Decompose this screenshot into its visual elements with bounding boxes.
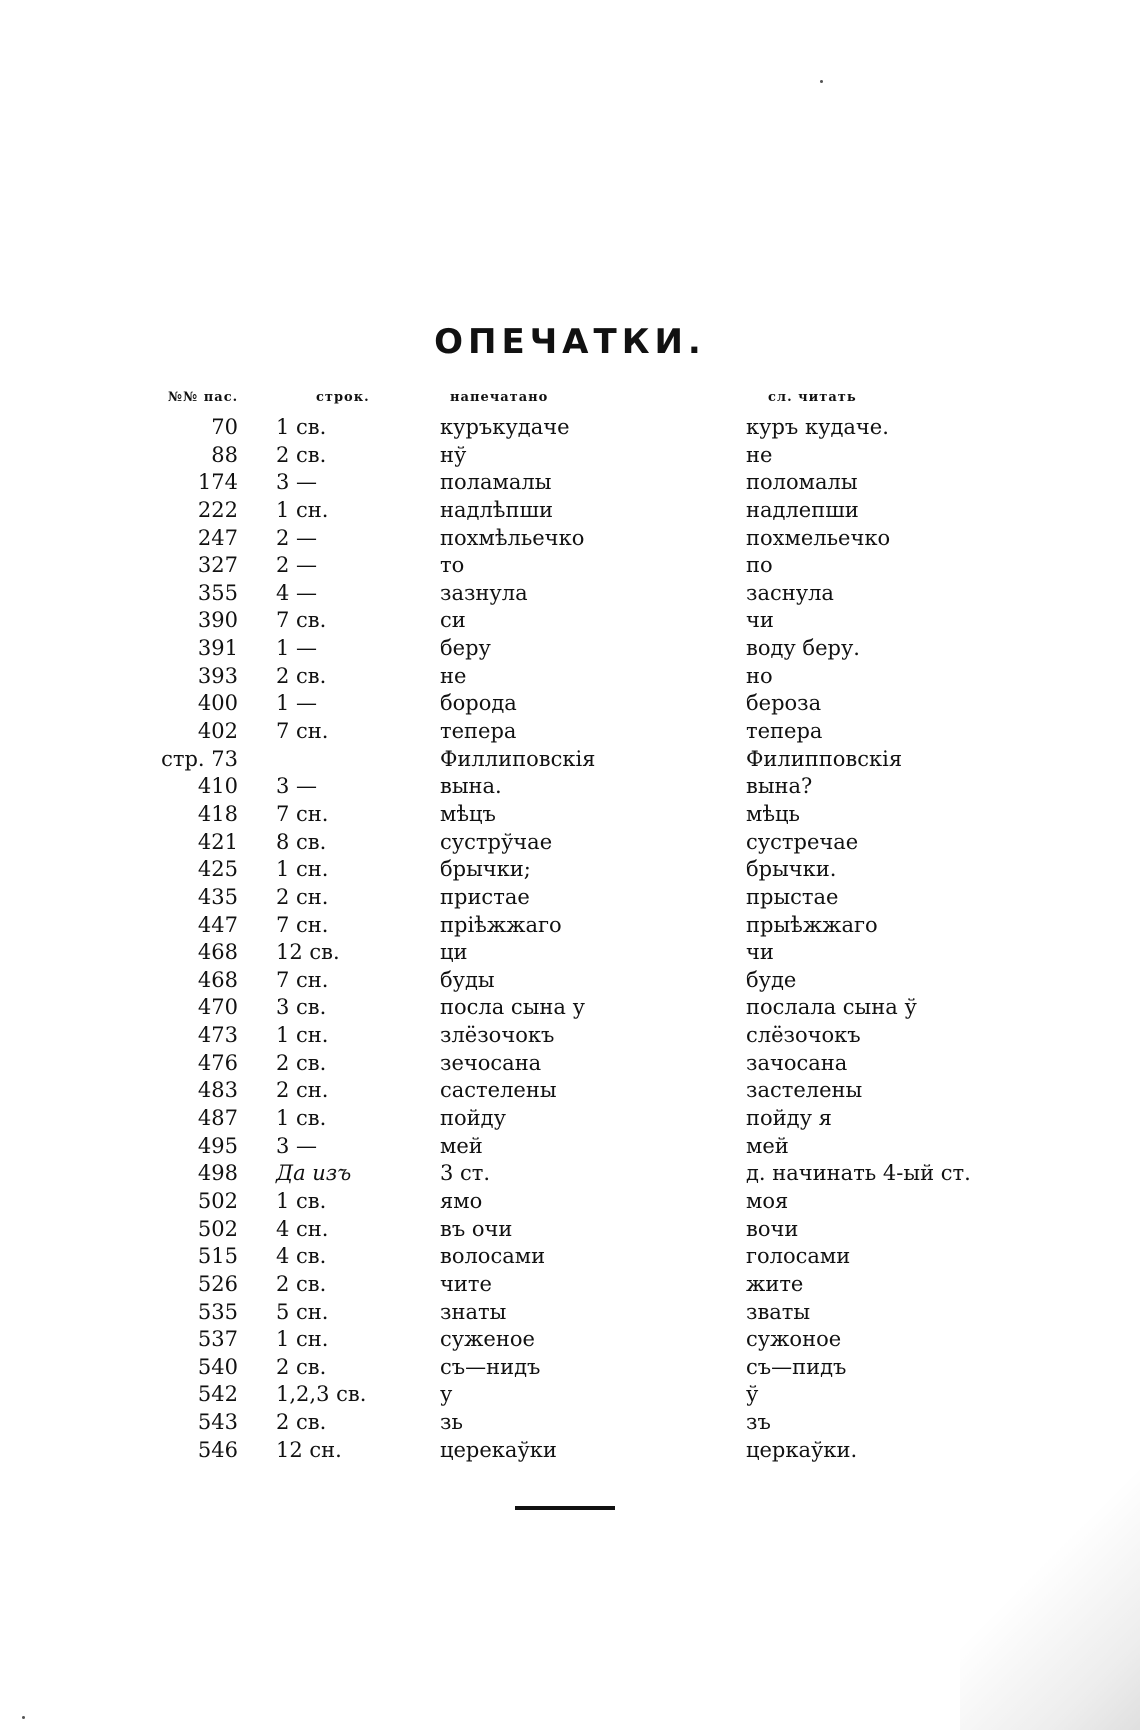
- read-as-cell: поломалы: [746, 470, 858, 495]
- page-number-cell: 476: [197, 1050, 238, 1075]
- printed-cell: борода: [440, 691, 517, 716]
- page-number-cell: 402: [197, 719, 238, 744]
- page-title: ОПЕЧАТКИ.: [434, 322, 706, 362]
- errata-row: [0, 994, 1140, 1022]
- errata-row: [0, 525, 1140, 553]
- page-number-cell: 425: [197, 857, 238, 882]
- errata-row: [0, 1133, 1140, 1161]
- page-number-cell: 327: [197, 553, 238, 578]
- read-as-cell: прыстае: [746, 884, 839, 909]
- printed-cell: мѣцъ: [440, 801, 496, 826]
- printed-cell: зь: [440, 1410, 463, 1435]
- read-as-cell: надлепши: [746, 497, 859, 522]
- errata-row: [0, 1105, 1140, 1133]
- printed-cell: буды: [440, 967, 495, 992]
- line-cell: 4 св.: [276, 1244, 327, 1269]
- printed-cell: пріѣжжаго: [440, 912, 562, 937]
- read-as-cell: мей: [746, 1133, 789, 1158]
- line-cell: 2 —: [276, 553, 318, 578]
- read-as-cell: съ—пидъ: [746, 1354, 847, 1379]
- read-as-cell: по: [746, 553, 773, 578]
- line-cell: 2 сн.: [276, 884, 329, 909]
- read-as-cell: куръ кудаче.: [746, 415, 889, 439]
- printed-cell: зазнула: [440, 580, 528, 605]
- page-number-cell: 515: [197, 1244, 238, 1269]
- page-number-cell: 247: [197, 525, 238, 550]
- printed-cell: съ—нидъ: [440, 1354, 541, 1379]
- printed-cell: тепера: [440, 719, 517, 744]
- printed-cell: поламалы: [440, 470, 552, 495]
- line-cell: 1,2,3 св.: [276, 1382, 367, 1407]
- line-cell: 4 сн.: [276, 1216, 329, 1241]
- page-number-cell: 540: [197, 1354, 238, 1379]
- read-as-cell: бероза: [746, 691, 822, 716]
- errata-row: [0, 414, 1140, 442]
- read-as-cell: прыѣжжаго: [746, 912, 878, 937]
- errata-row: [0, 497, 1140, 525]
- line-cell: 1 сн.: [276, 1023, 329, 1048]
- speck: [22, 1716, 25, 1719]
- read-as-cell: Филипповскія: [746, 746, 903, 771]
- page-number-cell: 537: [197, 1327, 238, 1352]
- printed-cell: церекаўки: [440, 1437, 557, 1462]
- line-cell: 3 —: [276, 774, 318, 799]
- printed-cell: волосами: [440, 1244, 546, 1269]
- errata-row: [0, 1160, 1140, 1188]
- page-number-cell: 355: [197, 580, 238, 605]
- printed-cell: вына.: [440, 774, 502, 799]
- errata-row: [0, 829, 1140, 857]
- read-as-cell: брычки.: [746, 857, 837, 882]
- line-cell: 8 св.: [276, 829, 327, 854]
- page-number-cell: 535: [197, 1299, 238, 1324]
- page-number-cell: 483: [197, 1078, 238, 1103]
- line-cell: 2 —: [276, 525, 318, 550]
- printed-cell: мей: [440, 1133, 483, 1158]
- read-as-cell: вына?: [746, 774, 813, 799]
- printed-cell: куръкудаче: [440, 415, 570, 439]
- page-number-cell: 543: [197, 1410, 238, 1435]
- read-as-cell: вочи: [746, 1216, 799, 1241]
- header-line: строк.: [316, 390, 370, 405]
- page-number-cell: 473: [197, 1023, 238, 1048]
- errata-row: [0, 1437, 1140, 1465]
- printed-cell: посла сына у: [440, 995, 585, 1020]
- errata-row: [0, 663, 1140, 691]
- errata-row: [0, 801, 1140, 829]
- read-as-cell: воду беру.: [746, 636, 860, 661]
- errata-row: [0, 580, 1140, 608]
- speck: [820, 80, 823, 83]
- printed-cell: брычки;: [440, 857, 531, 882]
- line-cell: 1 —: [276, 636, 318, 661]
- line-cell: 2 св.: [276, 442, 327, 467]
- errata-row: [0, 746, 1140, 774]
- read-as-cell: тепера: [746, 719, 823, 744]
- line-cell: 7 сн.: [276, 801, 329, 826]
- page-number-cell: 502: [197, 1188, 238, 1213]
- printed-cell: ци: [440, 940, 468, 965]
- errata-row: [0, 1243, 1140, 1271]
- line-cell: 12 сн.: [276, 1437, 342, 1462]
- printed-cell: нў: [440, 442, 467, 467]
- errata-row: [0, 773, 1140, 801]
- printed-cell: то: [440, 553, 465, 578]
- read-as-cell: ў: [746, 1382, 759, 1407]
- page-number-cell: 400: [197, 691, 238, 716]
- errata-row: [0, 607, 1140, 635]
- read-as-cell: не: [746, 442, 773, 467]
- errata-row: [0, 1216, 1140, 1244]
- line-cell: 2 св.: [276, 1050, 327, 1075]
- page-number-cell: стр. 73: [161, 746, 238, 771]
- line-cell: 3 св.: [276, 995, 327, 1020]
- errata-row: [0, 1409, 1140, 1437]
- page-number-cell: 468: [197, 940, 238, 965]
- page-number-cell: 393: [197, 663, 238, 688]
- printed-cell: надлѣпши: [440, 497, 553, 522]
- errata-row: [0, 1077, 1140, 1105]
- printed-cell: у: [440, 1382, 453, 1407]
- line-cell: 2 св.: [276, 1410, 327, 1435]
- line-cell: 2 св.: [276, 1354, 327, 1379]
- printed-cell: састелены: [440, 1078, 557, 1103]
- read-as-cell: мѣць: [746, 801, 800, 826]
- line-cell: 2 св.: [276, 663, 327, 688]
- printed-cell: суженое: [440, 1327, 535, 1352]
- errata-row: [0, 1050, 1140, 1078]
- line-cell: 1 сн.: [276, 1327, 329, 1352]
- read-as-cell: буде: [746, 967, 797, 992]
- page-number-cell: 435: [197, 884, 238, 909]
- header-printed: напечатано: [450, 390, 549, 405]
- read-as-cell: церкаўки.: [746, 1437, 858, 1462]
- read-as-cell: похмельечко: [746, 525, 891, 550]
- page-number-cell: 418: [197, 801, 238, 826]
- read-as-cell: заснула: [746, 580, 834, 605]
- page-number-cell: 421: [197, 829, 238, 854]
- read-as-cell: застелены: [746, 1078, 863, 1103]
- errata-row: [0, 939, 1140, 967]
- printed-cell: си: [440, 608, 466, 633]
- page-number-cell: 391: [197, 636, 238, 661]
- printed-cell: Филлиповскія: [440, 746, 596, 771]
- page-number-cell: 502: [197, 1216, 238, 1241]
- line-cell: 1 св.: [276, 1188, 327, 1213]
- page-number-cell: 526: [197, 1271, 238, 1296]
- printed-cell: злёзочокъ: [440, 1023, 555, 1048]
- read-as-cell: зъ: [746, 1410, 771, 1435]
- page-number-cell: 222: [197, 497, 238, 522]
- page-number-cell: 447: [197, 912, 238, 937]
- printed-cell: чите: [440, 1271, 492, 1296]
- read-as-cell: чи: [746, 608, 774, 633]
- printed-cell: похмѣльечко: [440, 525, 585, 550]
- read-as-cell: моя: [746, 1188, 789, 1213]
- page-number-cell: 487: [197, 1106, 238, 1131]
- errata-row: [0, 967, 1140, 995]
- header-page-number: №№ пас.: [168, 390, 239, 405]
- errata-row: [0, 552, 1140, 580]
- scan-shadow: [960, 1470, 1140, 1730]
- errata-row: [0, 1271, 1140, 1299]
- read-as-cell: чи: [746, 940, 774, 965]
- printed-cell: пойду: [440, 1106, 506, 1131]
- read-as-cell: сужоное: [746, 1327, 842, 1352]
- errata-row: [0, 1299, 1140, 1327]
- errata-row: [0, 718, 1140, 746]
- page-number-cell: 542: [197, 1382, 238, 1407]
- errata-row: [0, 469, 1140, 497]
- page-number-cell: 410: [197, 774, 238, 799]
- page-number-cell: 174: [197, 470, 238, 495]
- line-cell: 1 сн.: [276, 857, 329, 882]
- line-cell: 1 св.: [276, 415, 327, 439]
- printed-cell: 3 ст.: [440, 1161, 491, 1186]
- line-cell: 7 св.: [276, 608, 327, 633]
- read-as-cell: но: [746, 663, 773, 688]
- closing-rule: [515, 1506, 615, 1510]
- printed-cell: ямо: [440, 1188, 483, 1213]
- errata-row: [0, 856, 1140, 884]
- page-number-cell: 70: [211, 415, 238, 439]
- errata-row: [0, 912, 1140, 940]
- errata-row: [0, 1188, 1140, 1216]
- read-as-cell: д. начинать 4-ый ст.: [746, 1161, 971, 1186]
- line-cell: 7 сн.: [276, 912, 329, 937]
- line-cell: 3 —: [276, 1133, 318, 1158]
- line-cell: 3 —: [276, 470, 318, 495]
- line-cell: 5 сн.: [276, 1299, 329, 1324]
- read-as-cell: пойду я: [746, 1106, 832, 1131]
- errata-row: [0, 635, 1140, 663]
- line-cell: 2 св.: [276, 1271, 327, 1296]
- printed-cell: не: [440, 663, 467, 688]
- printed-cell: знаты: [440, 1299, 507, 1324]
- printed-cell: зечосана: [440, 1050, 542, 1075]
- line-cell: 4 —: [276, 580, 318, 605]
- printed-cell: пристае: [440, 884, 530, 909]
- read-as-cell: слёзочокъ: [746, 1023, 861, 1048]
- printed-cell: сустрўчае: [440, 829, 553, 854]
- read-as-cell: голосами: [746, 1244, 851, 1269]
- line-cell: 2 сн.: [276, 1078, 329, 1103]
- line-cell: 1 —: [276, 691, 318, 716]
- line-cell: 1 сн.: [276, 497, 329, 522]
- errata-row: [0, 690, 1140, 718]
- line-cell: 12 св.: [276, 940, 340, 965]
- errata-row: [0, 1022, 1140, 1050]
- line-cell: Да изъ: [276, 1161, 352, 1186]
- page-number-cell: 390: [197, 608, 238, 633]
- read-as-cell: сустречае: [746, 829, 859, 854]
- printed-cell: беру: [440, 636, 491, 661]
- page-number-cell: 495: [197, 1133, 238, 1158]
- page-number-cell: 470: [197, 995, 238, 1020]
- page-number-cell: 498: [197, 1161, 238, 1186]
- read-as-cell: зачосана: [746, 1050, 848, 1075]
- read-as-cell: жите: [746, 1271, 804, 1296]
- errata-row: [0, 1354, 1140, 1382]
- errata-row: [0, 442, 1140, 470]
- page-number-cell: 546: [197, 1437, 238, 1462]
- printed-cell: въ очи: [440, 1216, 513, 1241]
- read-as-cell: зваты: [746, 1299, 811, 1324]
- line-cell: 7 сн.: [276, 967, 329, 992]
- read-as-cell: послала сына ў: [746, 995, 917, 1020]
- header-read-as: сл. читать: [768, 390, 857, 405]
- page-number-cell: 88: [211, 442, 238, 467]
- page-number-cell: 468: [197, 967, 238, 992]
- line-cell: 1 св.: [276, 1106, 327, 1131]
- errata-row: [0, 884, 1140, 912]
- line-cell: 7 сн.: [276, 719, 329, 744]
- errata-row: [0, 1381, 1140, 1409]
- errata-row: [0, 1326, 1140, 1354]
- errata-table: [0, 414, 1140, 1464]
